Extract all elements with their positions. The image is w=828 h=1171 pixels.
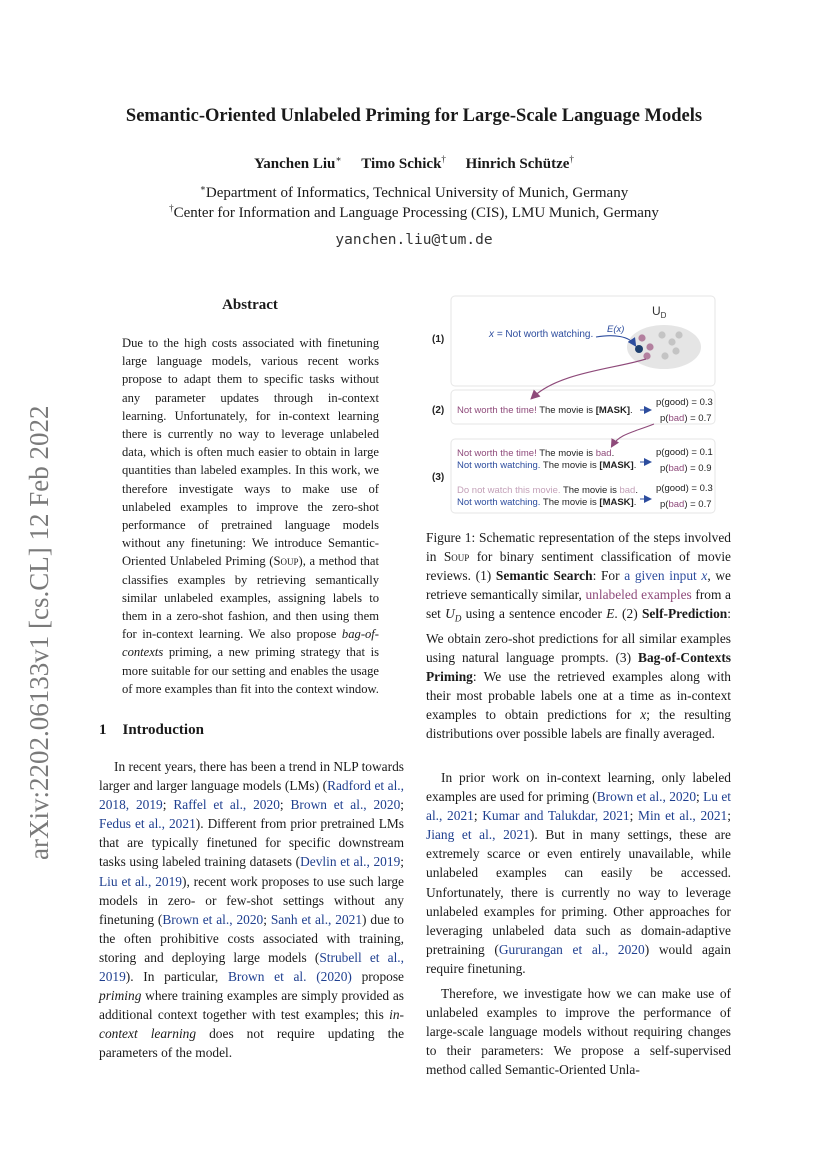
- prob-bad: p(bad) = 0.9: [660, 463, 712, 474]
- citation-link[interactable]: Fedus et al., 2021: [99, 816, 196, 832]
- abstract-heading: Abstract: [222, 297, 278, 313]
- prob-good: p(good) = 0.1: [656, 447, 713, 458]
- figure-caption: Figure 1: Schematic representation of the steps involved in Soup for binary sentiment classification of movie reviews. (1) Semantic Search: For a given input x, we retrieve semantically similar, unlabeled examples from a set $U_D$ using a sentence encoder E. (2) Self-Prediction: We obtain zero-shot predictions for all similar examples using natural language prompts. (3) Bag-of-Contexts Priming: We use the retrieved examples along with their most probable labels one at a time as in-context examples to obtain predictions for x; the resulting distributions over possible labels are finally averaged.: [426, 530, 732, 741]
- embedding-dot: [672, 347, 679, 354]
- context-prompt-2: Do not watch this movie. The movie is bad.: [457, 485, 638, 496]
- author: Hinrich Schütze†: [465, 154, 574, 172]
- citation-link[interactable]: Brown et al., 2020: [596, 789, 697, 805]
- prob-good: p(good) = 0.3: [656, 397, 713, 408]
- citation-link[interactable]: Brown et al. (2020): [227, 969, 352, 985]
- citation-link[interactable]: Devlin et al., 2019: [300, 854, 401, 870]
- prob-bad: p(bad) = 0.7: [660, 413, 712, 424]
- embedding-dot: [643, 352, 650, 359]
- right-column-text: In prior work on in-context learning, only labeled examples are used for priming (Brown et al., 2020; Lu et al., 2021; Kumar and Talukdar, 2021; Min et al., 2021; Jiang et al., 2021). But in many settings, these are extremely scarce or even entirely unavailable, while unlabeled examples can easily be accessed. Unfortunately, there is currently no way to leverage unlabeled examples for priming. Other approaches for leveraging unlabeled data such as domain-adaptive pretraining (Gururangan et al., 2020) would again require finetuning. Therefore, we investigate how we can make use of unlabeled examples to improve the performance of large-scale language models without requiring changes to their parameters: We propose a self-supervised method called Semantic-Oriented Unla-: [426, 770, 732, 1078]
- citation-link[interactable]: Kumar and Talukdar, 2021: [482, 808, 630, 824]
- affiliation: ∗Department of Informatics, Technical University of Munich, Germany: [199, 183, 629, 201]
- step-label: (1): [432, 334, 445, 345]
- affiliation: †Center for Information and Language Processing (CIS), LMU Munich, Germany: [169, 203, 659, 221]
- encoder-label: E(x): [607, 324, 625, 335]
- intro-paragraph: In recent years, there has been a trend in NLP towards larger and larger language models (LMs) (Radford et al., 2018, 2019; Raffel et al., 2020; Brown et al., 2020; Fedus et al., 2021). Different from prior pretrained LMs that are typically finetuned for specific downstream tasks using labeled training datasets (Devlin et al., 2019; Liu et al., 2019), recent work proposes to use such large models in zero- or few-shot settings without any finetuning (Brown et al., 2020; Sanh et al., 2021) due to the often prohibitive costs associated with training, storing and deploying large models (Strubell et al., 2019). In particular, Brown et al. (2020) propose priming where training examples are simply provided as additional context together with test examples; this in-context learning does not require updating the parameters of the model.: [99, 759, 405, 1061]
- context-prompt-1: Not worth the time! The movie is bad.: [457, 448, 615, 459]
- citation-link[interactable]: Raffel et al., 2020: [173, 797, 280, 813]
- self-prediction-prompt: Not worth the time! The movie is [MASK].: [457, 405, 633, 416]
- embedding-query-dot: [635, 345, 643, 353]
- citation-link[interactable]: Brown et al., 2020: [162, 911, 264, 927]
- query-text: x = Not worth watching.: [489, 329, 594, 340]
- citation-link[interactable]: Min et al., 2021: [638, 808, 728, 824]
- prob-bad: p(bad) = 0.7: [660, 499, 712, 510]
- embedding-dot: [675, 331, 682, 338]
- retrieve-arrow: [532, 359, 646, 398]
- prob-good: p(good) = 0.3: [656, 483, 713, 494]
- citation-link[interactable]: Radford et al., 2018, 2019: [99, 778, 404, 813]
- author-list: [0, 154, 828, 173]
- context-query-2: Not worth watching. The movie is [MASK].: [457, 497, 637, 508]
- embedding-dot: [661, 352, 668, 359]
- author: Yanchen Liu∗: [254, 154, 342, 172]
- context-query-1: Not worth watching. The movie is [MASK].: [457, 460, 637, 471]
- paper-title: Semantic-Oriented Unlabeled Priming for Large-Scale Language Models: [125, 106, 703, 126]
- citation-link[interactable]: Lu et al., 2021: [426, 789, 732, 824]
- author-email[interactable]: yanchen.liu@tum.de: [335, 232, 493, 248]
- step-label: (3): [432, 472, 445, 483]
- citation-link[interactable]: Sanh et al., 2021: [270, 911, 363, 927]
- citation-link[interactable]: Liu et al., 2019: [99, 873, 182, 889]
- figure-1-diagram: [424, 294, 740, 516]
- embedding-dot: [658, 331, 665, 338]
- abstract-text: Due to the high costs associated with finetuning large language models, various recent works propose to adapt them to specific tasks without any parameter updates through in-context learning. Unfortunately, for in-context learning there is currently no way to leverage unlabeled data, which is often much easier to obtain in large quantities than labeled examples. In this work, we therefore investigate ways to make use of unlabeled examples to improve the zero-shot performance of pretrained language models without any finetuning: We introduce Semantic-Oriented Unlabeled Priming (Soup), a method that classifies examples by retrieving semantically similar unlabeled examples, assigning labels to them in a zero-shot fashion, and then using them for in-context learning. We also propose bag-of-contexts priming, a new priming strategy that is more suitable for our setting and enables the usage of more examples than fit into the context window.: [122, 336, 379, 696]
- ud-label: $U_D$: [652, 304, 667, 320]
- citation-link[interactable]: Jiang et al., 2021: [426, 827, 530, 843]
- embedding-dot: [638, 334, 645, 341]
- embedding-dot: [646, 343, 653, 350]
- citation-link[interactable]: Brown et al., 2020: [290, 797, 401, 813]
- citation-link[interactable]: Strubell et al., 2019: [99, 949, 404, 985]
- section-heading-introduction: 1 Introduction: [99, 722, 204, 738]
- citation-link[interactable]: Gururangan et al., 2020: [498, 941, 645, 957]
- step-label: (2): [432, 405, 445, 416]
- author: Timo Schick†: [361, 154, 446, 172]
- label-arrow: [612, 424, 654, 446]
- embedding-dot: [668, 338, 675, 345]
